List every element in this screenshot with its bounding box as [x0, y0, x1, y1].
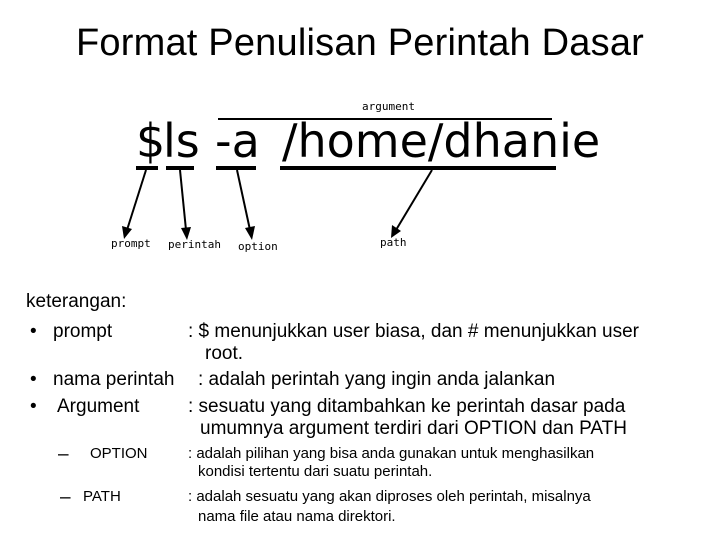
- desc-nama-perintah: : adalah perintah yang ingin anda jalankan: [198, 369, 556, 390]
- label-path: path: [380, 236, 407, 249]
- bullet-marker: •: [30, 396, 37, 417]
- label-perintah: perintah: [168, 238, 221, 251]
- label-option: option: [238, 240, 278, 253]
- desc-argument-line2: umumnya argument terdiri dari OPTION dan PATH: [200, 418, 627, 439]
- argument-path: /home/dhanie: [282, 114, 601, 168]
- desc-argument-line1: : sesuatu yang ditambahkan ke perintah dasar pada: [188, 396, 626, 417]
- option-flag: -a: [215, 114, 260, 168]
- desc-option-line1: : adalah pilihan yang bisa anda gunakan untuk menghasilkan: [188, 445, 595, 462]
- term-argument: Argument: [57, 396, 140, 417]
- term-path: PATH: [83, 488, 121, 505]
- term-prompt: prompt: [53, 321, 113, 342]
- notes-heading: keterangan:: [26, 291, 127, 312]
- desc-option-line2: kondisi tertentu dari suatu perintah.: [198, 463, 433, 480]
- slide-title: Format Penulisan Perintah Dasar: [75, 22, 645, 64]
- label-argument: argument: [362, 100, 415, 113]
- label-prompt: prompt: [111, 237, 151, 250]
- term-nama-perintah: nama perintah: [53, 369, 175, 390]
- term-option: OPTION: [90, 445, 148, 462]
- desc-prompt-line1: : $ menunjukkan user biasa, dan # menunjukkan user: [188, 321, 639, 342]
- desc-path-line1: : adalah sesuatu yang akan diproses oleh perintah, misalnya: [188, 488, 591, 505]
- dash-marker: –: [60, 487, 71, 508]
- bullet-marker: •: [30, 369, 37, 390]
- prompt-symbol: $: [136, 114, 166, 168]
- desc-prompt-line2: root.: [205, 343, 244, 364]
- bullet-marker: •: [30, 321, 37, 342]
- desc-path-line2: nama file atau nama direktori.: [198, 508, 396, 525]
- command-name: ls: [163, 114, 200, 168]
- dash-marker: –: [58, 444, 69, 465]
